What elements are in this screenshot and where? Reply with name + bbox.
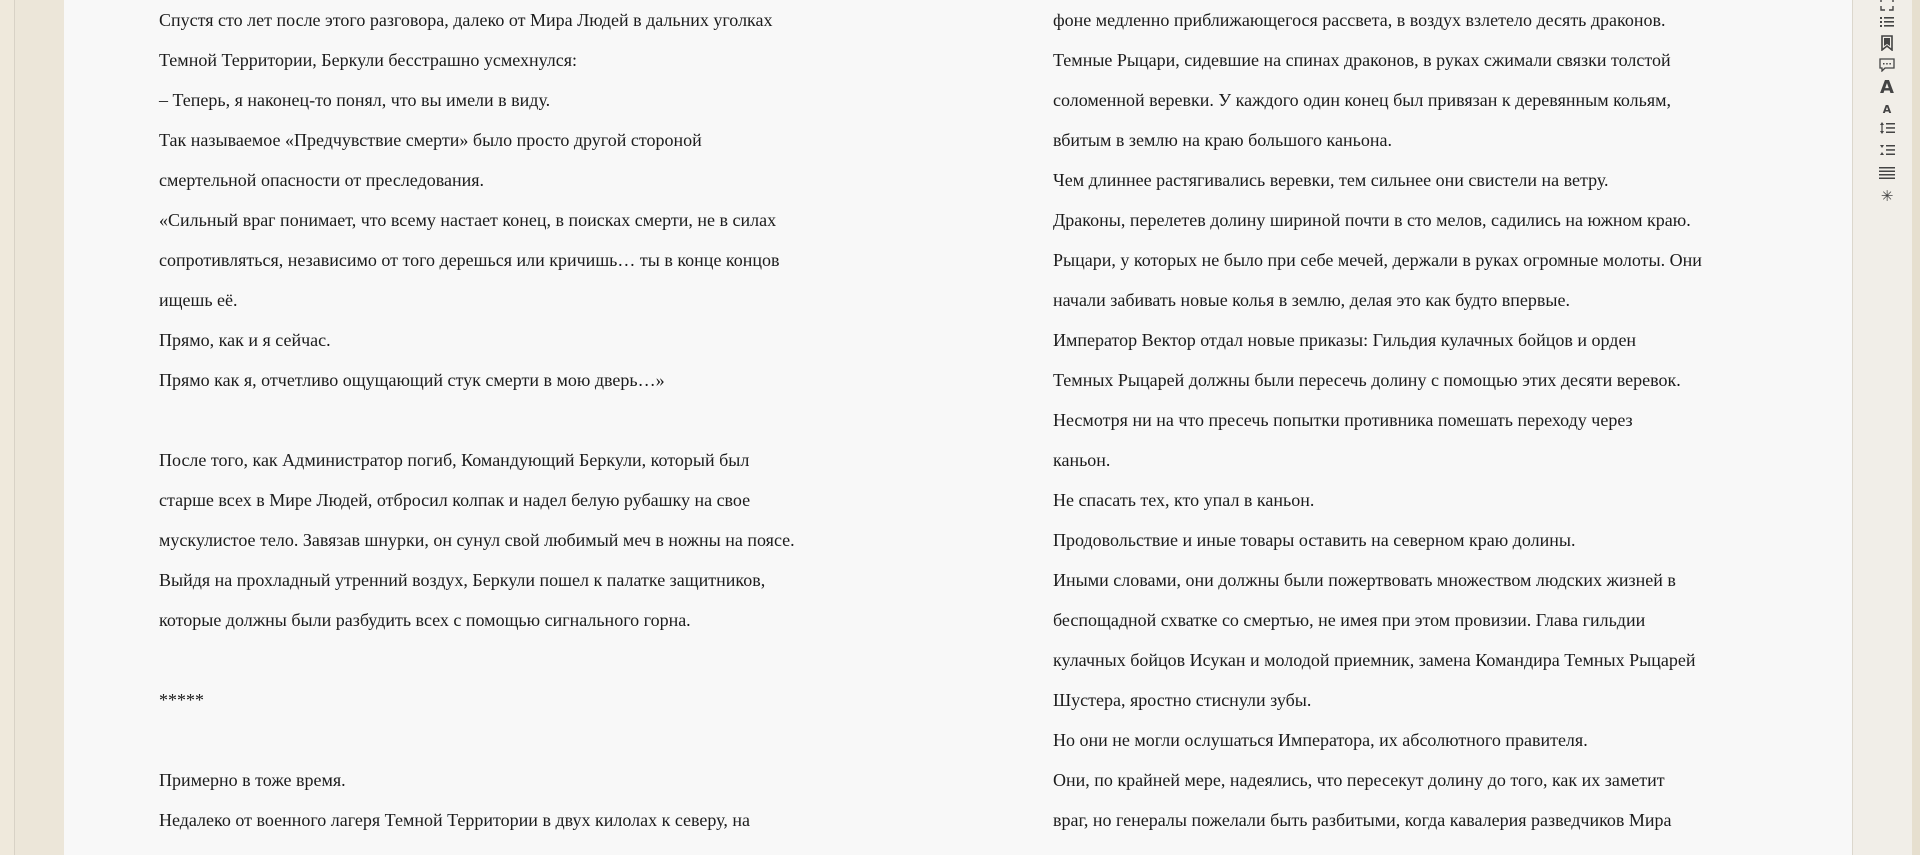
text-line: Так называемое «Предчувствие смерти» было просто другой стороной bbox=[159, 130, 702, 150]
text-line: беспощадной схватке со смертью, не имея при этом провизии. Глава гильдии bbox=[1053, 610, 1646, 630]
text-line: Шустера, яростно стиснули зубы. bbox=[1053, 690, 1312, 710]
reader-toolbar bbox=[1852, 0, 1920, 855]
text-line: вбитым в землю на краю большого каньона. bbox=[1053, 130, 1392, 150]
table-of-contents-icon[interactable] bbox=[1873, 12, 1901, 32]
window-right-edge bbox=[1912, 0, 1920, 855]
text-line: «Сильный враг понимает, что всему настает конец, в поисках смерти, не в силах bbox=[159, 210, 777, 230]
text-line: ***** bbox=[159, 690, 204, 710]
text-line: Прямо, как и я сейчас. bbox=[159, 330, 331, 350]
text-line: Драконы, перелетев долину шириной почти в сто мелов, садились на южном краю. bbox=[1053, 210, 1691, 230]
text-line: начали забивать новые колья в землю, делая это как будто впервые. bbox=[1053, 290, 1570, 310]
brightness-icon[interactable]: ✳ bbox=[1880, 187, 1894, 205]
bookmark-icon[interactable] bbox=[1873, 33, 1901, 53]
text-line bbox=[159, 640, 889, 680]
text-line: кулачных бойцов Исукан и молодой приемник, замена Командира Темных Рыцарей bbox=[1053, 650, 1696, 670]
right-text-column bbox=[1053, 0, 1803, 840]
line-spacing-increase-icon[interactable] bbox=[1873, 118, 1901, 138]
text-line: Продовольствие и иные товары оставить на северном краю долины. bbox=[1053, 530, 1576, 550]
text-line: Примерно в тоже время. bbox=[159, 770, 346, 790]
left-text-column bbox=[159, 0, 889, 840]
text-line: Иными словами, они должны были пожертвовать множеством людских жизней в bbox=[1053, 570, 1676, 590]
comment-icon[interactable] bbox=[1873, 55, 1901, 75]
text-line: соломенной веревки. У каждого один конец был привязан к деревянным кольям, bbox=[1053, 90, 1672, 110]
text-line: Темные Рыцари, сидевшие на спинах драконов, в руках сжимали связки толстой bbox=[1053, 50, 1671, 70]
text-line: Прямо как я, отчетливо ощущающий стук смерти в мою дверь…» bbox=[159, 370, 665, 390]
justify-text-icon[interactable] bbox=[1873, 163, 1901, 183]
line-spacing-decrease-icon[interactable] bbox=[1873, 140, 1901, 160]
text-line: Выйдя на прохладный утренний воздух, Беркули пошел к палатке защитников, bbox=[159, 570, 766, 590]
reader-page bbox=[64, 0, 1852, 855]
text-line: После того, как Администратор погиб, Командующий Беркули, который был bbox=[159, 450, 750, 470]
text-line: Рыцари, у которых не было при себе мечей, держали в руках огромные молоты. Они bbox=[1053, 250, 1702, 270]
text-line bbox=[159, 720, 889, 760]
text-line: – Теперь, я наконец-то понял, что вы имели в виду. bbox=[159, 90, 551, 110]
text-line: Несмотря ни на что пресечь попытки противника помешать переходу через bbox=[1053, 410, 1633, 430]
text-line: смертельной опасности от преследования. bbox=[159, 170, 485, 190]
text-line: фоне медленно приближающегося рассвета, в воздух взлетело десять драконов. bbox=[1053, 10, 1666, 30]
text-line: старше всех в Мире Людей, отбросил колпак и надел белую рубашку на свое bbox=[159, 490, 751, 510]
text-line: которые должны были разбудить всех с помощью сигнального горна. bbox=[159, 610, 691, 630]
window-left-edge bbox=[0, 0, 15, 855]
text-line: каньон. bbox=[1053, 450, 1111, 470]
text-line: Чем длиннее растягивались веревки, тем сильнее они свистели на ветру. bbox=[1053, 170, 1609, 190]
text-line: Темных Рыцарей должны были пересечь долину с помощью этих десяти веревок. bbox=[1053, 370, 1681, 390]
text-line: мускулистое тело. Завязав шнурки, он сунул свой любимый меч в ножны на поясе. bbox=[159, 530, 795, 550]
text-line: Не спасать тех, кто упал в каньон. bbox=[1053, 490, 1315, 510]
font-decrease-icon[interactable]: A bbox=[1882, 102, 1892, 116]
font-increase-icon[interactable]: A bbox=[1880, 76, 1894, 98]
text-line: Спустя сто лет после этого разговора, далеко от Мира Людей в дальних уголках bbox=[159, 10, 773, 30]
text-line: враг, но генералы пожелали быть разбитыми, когда кавалерия разведчиков Мира bbox=[1053, 810, 1672, 830]
text-line: Темной Территории, Беркули бесстрашно усмехнулся: bbox=[159, 50, 578, 70]
text-line: Император Вектор отдал новые приказы: Гильдия кулачных бойцов и орден bbox=[1053, 330, 1637, 350]
text-line: сопротивляться, независимо от того дерешься или кричишь… ты в конце концов bbox=[159, 250, 780, 270]
text-line bbox=[159, 400, 889, 440]
text-line: Но они не могли ослушаться Императора, их абсолютного правителя. bbox=[1053, 730, 1588, 750]
text-line: ищешь её. bbox=[159, 290, 238, 310]
text-line: Недалеко от военного лагеря Темной Территории в двух килолах к северу, на bbox=[159, 810, 750, 830]
text-line: Они, по крайней мере, надеялись, что пересекут долину до того, как их заметит bbox=[1053, 770, 1665, 790]
